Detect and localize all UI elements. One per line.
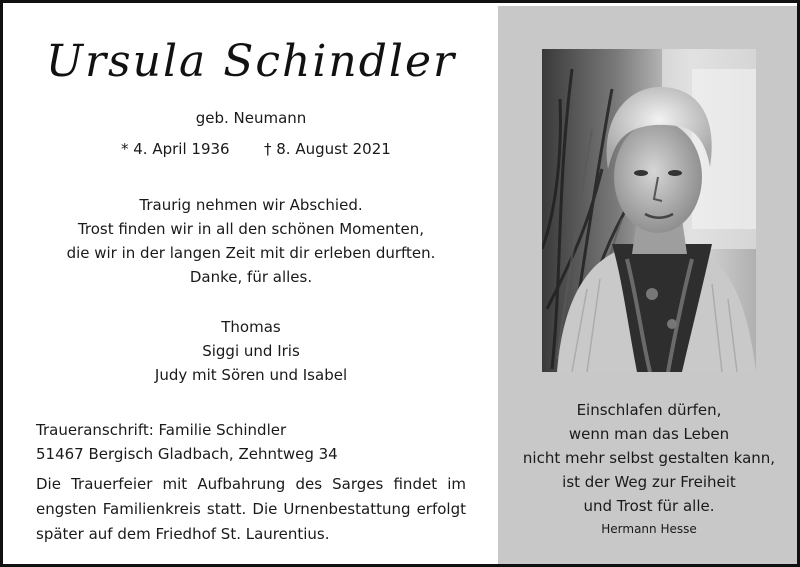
ceremony-info: Die Trauerfeier mit Aufbahrung des Sarges findet im engsten Familienkreis statt. Die Urnenbestattung erfolgt später auf dem Friedhof St. Laurentius. [36, 475, 466, 543]
obituary-right-panel [498, 6, 800, 567]
condolence-line: die wir in der langen Zeit mit dir erleben durften. [66, 244, 436, 262]
mourning-address [36, 418, 338, 466]
birth-date: * 4. April 1936 [121, 140, 230, 158]
condolence-line: Traurig nehmen wir Abschied. [139, 196, 363, 214]
quote-line: Einschlafen dürfen, [576, 401, 722, 419]
maiden-name: geb. Neumann [195, 109, 307, 127]
death-date: † 8. August 2021 [264, 140, 391, 158]
quote-text [498, 398, 800, 518]
quote-line: nicht mehr selbst gestalten kann, [522, 449, 776, 467]
mourner-name: Thomas [221, 318, 281, 336]
address-line: Traueranschrift: Familie Schindler [36, 421, 287, 439]
quote-line: ist der Weg zur Freiheit [562, 473, 736, 491]
quote-author: Hermann Hesse [601, 522, 697, 536]
quote-line: wenn man das Leben [568, 425, 730, 443]
condolence-text [6, 193, 496, 289]
condolence-line: Trost finden wir in all den schönen Momenten, [77, 220, 425, 238]
mourner-name: Siggi und Iris [202, 342, 300, 360]
portrait-illustration [542, 49, 756, 372]
obituary-left-panel [6, 6, 496, 567]
portrait-photo [542, 49, 756, 372]
deceased-name: Ursula Schindler [45, 36, 457, 87]
mourner-name: Judy mit Sören und Isabel [154, 366, 348, 384]
mourners-list [6, 315, 496, 387]
condolence-line: Danke, für alles. [189, 268, 313, 286]
address-line: 51467 Bergisch Gladbach, Zehntweg 34 [36, 445, 338, 463]
quote-line: und Trost für alle. [583, 497, 715, 515]
